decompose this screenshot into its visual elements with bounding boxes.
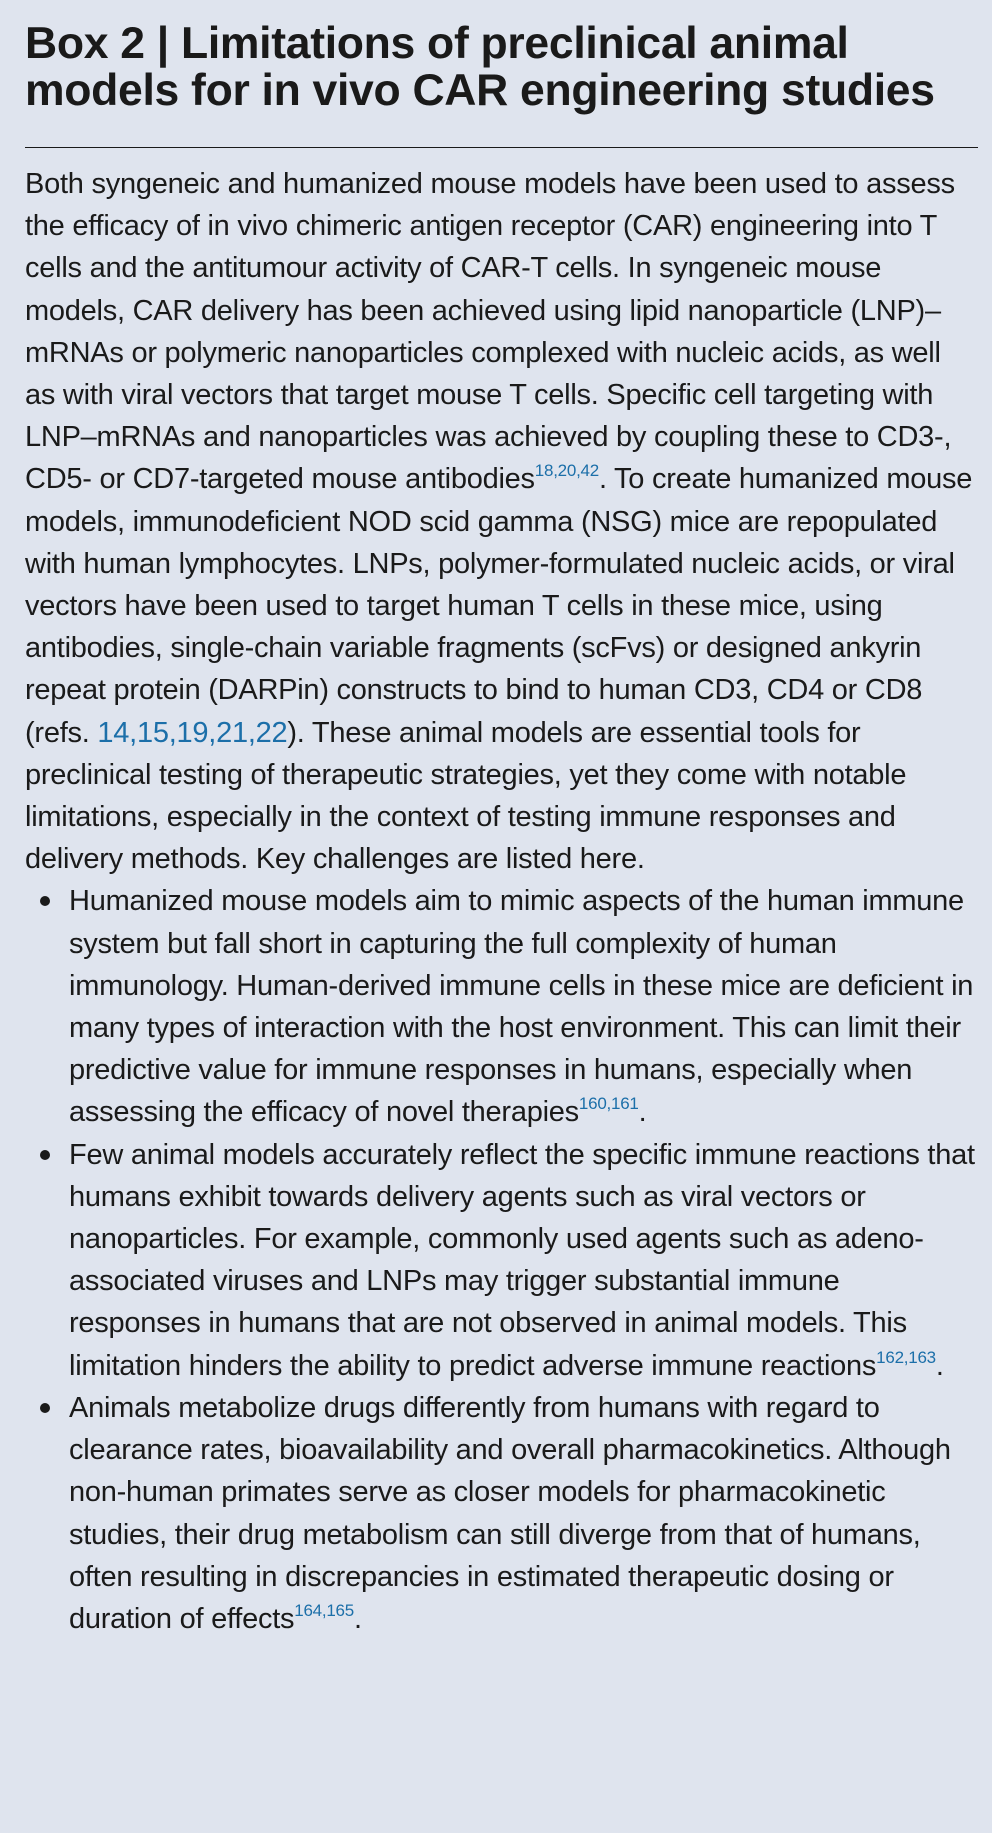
bullet-text: Animals metabolize drugs differently from humans with regard to clearance rates, bioavailability and overall pharmacokinetics. Although non-human primates serve as closer models for pharmacokinetic studies, their drug metabolism can still diverge from that of humans, often resulting in discrepancies in estimated therapeutic dosing or duration of effects [69,1391,951,1635]
intro-paragraph [25,163,978,880]
bullet-end: . [638,1096,647,1129]
citation-superscript[interactable]: 164,165 [294,1600,354,1620]
box-title: Box 2 | Limitations of preclinical animal models for in vivo CAR engineering studies [25,19,935,115]
bullet-icon [40,896,50,906]
intro-text-part1: Both syngeneic and humanized mouse models have been used to assess the efficacy of in vivo chimeric antigen receptor (CAR) engineering into T cells and the antitumour activity of CAR-T cells. In syngeneic mouse models, CAR delivery has been achieved using lipid nanoparticle (LNP)–mRNAs or polymeric nanoparticles complexed with nucleic acids, as well as with viral vectors that target mouse T cells. Specific cell targeting with LNP–mRNAs and nanoparticles was achieved by coupling these to CD3-, CD5- or CD7-targeted mouse antibodies [25,168,955,496]
citation-superscript[interactable]: 18,20,42 [534,461,599,481]
citation-inline-refs[interactable]: 14,15,19,21,22 [97,716,288,749]
bullet-text: Few animal models accurately reflect the specific immune reactions that humans exhibit towards delivery agents such as viral vectors or nanoparticles. For example, commonly used agents such as adeno-associated viruses and LNPs may trigger substantial immune responses in humans that are not observed in animal models. This limitation hinders the ability to predict adverse immune reactions [69,1138,975,1382]
challenges-list [25,880,978,1640]
bullet-icon [40,1403,50,1413]
title-divider [25,147,978,148]
bullet-end: . [353,1602,362,1635]
citation-superscript[interactable]: 162,163 [876,1347,936,1367]
list-item [25,1387,978,1640]
bullet-end: . [935,1349,944,1382]
box-body [25,163,978,1640]
citation-superscript[interactable]: 160,161 [578,1094,639,1114]
list-item [25,880,978,1133]
list-item [25,1134,978,1387]
bullet-icon [40,1150,50,1160]
intro-text-part2: . To create humanized mouse models, immunodeficient NOD scid gamma (NSG) mice are repopulated with human lymphocytes. LNPs, polymer-formulated nucleic acids, or viral vectors have been used to target human T cells in these mice, using antibodies, single-chain variable fragments (scFvs) or designed ankyrin repeat protein (DARPin) constructs to bind to human CD3, CD4 or CD8 (refs. [25,463,973,749]
intro-text-part3: ). These animal models are essential tools for preclinical testing of therapeutic strategies, yet they come with notable limitations, especially in the context of testing immune responses and delivery methods. Key challenges are listed here. [25,716,907,876]
bullet-text: Humanized mouse models aim to mimic aspects of the human immune system but fall short in capturing the full complexity of human immunology. Human-derived immune cells in these mice are deficient in many types of interaction with the host environment. This can limit their predictive value for immune responses in humans, especially when assessing the efficacy of novel therapies [69,885,974,1129]
